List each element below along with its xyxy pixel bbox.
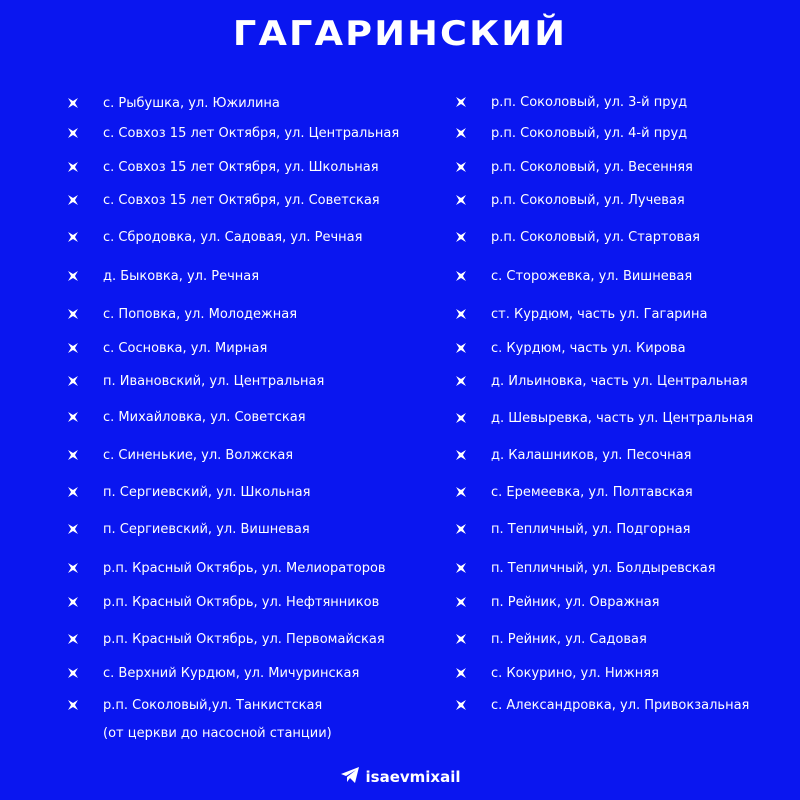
list-item-label (103, 697, 332, 743)
list-item-label: п. Рейник, ул. Овражная (491, 595, 660, 610)
list-item (66, 192, 436, 212)
list-item-label: с. Еремеевка, ул. Полтавская (491, 485, 693, 500)
list-item-label: с. Совхоз 15 лет Октября, ул. Школьная (103, 160, 379, 175)
list-item (66, 159, 436, 179)
sparkle-star-icon (66, 193, 80, 207)
footer-handle[interactable]: isaevmixail (365, 768, 461, 786)
list-item (454, 340, 794, 360)
list-item-label: п. Тепличный, ул. Подгорная (491, 522, 691, 537)
list-item (66, 697, 436, 741)
sparkle-star-icon (66, 410, 80, 424)
list-item (66, 268, 436, 288)
sparkle-star-icon (66, 666, 80, 680)
sparkle-star-icon (66, 374, 80, 388)
list-item-label: р.п. Соколовый, ул. Стартовая (491, 230, 700, 245)
list-item (66, 521, 436, 541)
sparkle-star-icon (66, 126, 80, 140)
list-item (454, 229, 794, 249)
list-item-label: д. Быковка, ул. Речная (103, 269, 260, 284)
list-item-text: р.п. Соколовый,ул. Танкистская (103, 698, 323, 713)
sparkle-star-icon (66, 632, 80, 646)
sparkle-star-icon (66, 698, 80, 712)
list-item (454, 268, 794, 288)
list-item (454, 94, 794, 114)
sparkle-star-icon (454, 448, 468, 462)
sparkle-star-icon (454, 522, 468, 536)
sparkle-star-icon (66, 341, 80, 355)
sparkle-star-icon (454, 126, 468, 140)
sparkle-star-icon (66, 561, 80, 575)
list-item (454, 447, 794, 467)
list-item-label: п. Сергиевский, ул. Школьная (103, 485, 311, 500)
sparkle-star-icon (454, 307, 468, 321)
list-item (454, 594, 794, 614)
sparkle-star-icon (454, 485, 468, 499)
list-item-label: д. Шевыревка, часть ул. Центральная (491, 411, 754, 426)
list-item (454, 373, 794, 393)
sparkle-star-icon (454, 666, 468, 680)
sparkle-star-icon (454, 160, 468, 174)
sparkle-star-icon (454, 374, 468, 388)
sparkle-star-icon (454, 698, 468, 712)
sparkle-star-icon (66, 160, 80, 174)
list-item (454, 665, 794, 685)
list-item (454, 159, 794, 179)
list-item-label: с. Совхоз 15 лет Октября, ул. Советская (103, 193, 380, 208)
list-item (454, 410, 794, 430)
list-item-label: с. Поповка, ул. Молодежная (103, 307, 298, 322)
list-item (454, 521, 794, 541)
list-item-label: с. Совхоз 15 лет Октября, ул. Центральная (103, 126, 400, 141)
sparkle-star-icon (66, 522, 80, 536)
list-item-label: п. Рейник, ул. Садовая (491, 632, 647, 647)
list-item-label: с. Сбродовка, ул. Садовая, ул. Речная (103, 230, 363, 245)
list-item (66, 484, 436, 504)
list-item-label: с. Сосновка, ул. Мирная (103, 341, 268, 356)
sparkle-star-icon (454, 632, 468, 646)
list-item (66, 631, 436, 651)
list-item-label: р.п. Соколовый, ул. 3-й пруд (491, 95, 688, 110)
list-item-label: с. Александровка, ул. Привокзальная (491, 698, 750, 713)
list-item (454, 560, 794, 580)
sparkle-star-icon (454, 230, 468, 244)
list-item-label: ст. Курдюм, часть ул. Гагарина (491, 307, 708, 322)
list-item-label: с. Рыбушка, ул. Южилина (103, 96, 280, 111)
list-item (454, 125, 794, 145)
page-title: ГАГАРИНСКИЙ (232, 14, 568, 54)
list-item-label: р.п. Соколовый, ул. Лучевая (491, 193, 685, 208)
list-item-label: п. Ивановский, ул. Центральная (103, 374, 325, 389)
sparkle-star-icon (454, 269, 468, 283)
list-item-label: с. Синенькие, ул. Волжская (103, 448, 294, 463)
sparkle-star-icon (454, 95, 468, 109)
sparkle-star-icon (66, 307, 80, 321)
sparkle-star-icon (454, 561, 468, 575)
sparkle-star-icon (66, 448, 80, 462)
sparkle-star-icon (454, 341, 468, 355)
telegram-icon (340, 766, 360, 788)
list-item-label: с. Верхний Курдюм, ул. Мичуринская (103, 666, 360, 681)
list-item (454, 484, 794, 504)
list-item-label: п. Тепличный, ул. Болдыревская (491, 561, 716, 576)
footer (0, 766, 800, 788)
list-item-label: р.п. Соколовый, ул. 4-й пруд (491, 126, 688, 141)
list-item-label: с. Сторожевка, ул. Вишневая (491, 269, 693, 284)
list-item (454, 306, 794, 326)
list-item (66, 125, 436, 145)
list-item (66, 447, 436, 467)
list-item (454, 697, 794, 717)
list-item (66, 95, 436, 115)
list-item-note: (от церкви до насосной станции) (103, 726, 332, 741)
list-item (454, 192, 794, 212)
sparkle-star-icon (66, 230, 80, 244)
list-item-label: с. Курдюм, часть ул. Кирова (491, 341, 686, 356)
list-item-label: р.п. Красный Октябрь, ул. Нефтянников (103, 595, 380, 610)
list-item (66, 665, 436, 685)
sparkle-star-icon (454, 411, 468, 425)
list-item-label: с. Кокурино, ул. Нижняя (491, 666, 659, 681)
list-item (66, 340, 436, 360)
list-item-label: д. Ильиновка, часть ул. Центральная (491, 374, 748, 389)
sparkle-star-icon (454, 595, 468, 609)
list-item (66, 306, 436, 326)
list-item-label: с. Михайловка, ул. Советская (103, 410, 306, 425)
list-item (66, 594, 436, 614)
sparkle-star-icon (66, 96, 80, 110)
list-item-label: р.п. Соколовый, ул. Весенняя (491, 160, 693, 175)
list-item (66, 409, 436, 429)
list-item (66, 560, 436, 580)
list-item-label: р.п. Красный Октябрь, ул. Первомайская (103, 632, 385, 647)
sparkle-star-icon (66, 485, 80, 499)
list-item (66, 373, 436, 393)
list-item (66, 229, 436, 249)
sparkle-star-icon (454, 193, 468, 207)
list-item-label: р.п. Красный Октябрь, ул. Мелиораторов (103, 561, 386, 576)
sparkle-star-icon (66, 269, 80, 283)
list-item-label: д. Калашников, ул. Песочная (491, 448, 692, 463)
sparkle-star-icon (66, 595, 80, 609)
list-item-label: п. Сергиевский, ул. Вишневая (103, 522, 310, 537)
list-item (454, 631, 794, 651)
